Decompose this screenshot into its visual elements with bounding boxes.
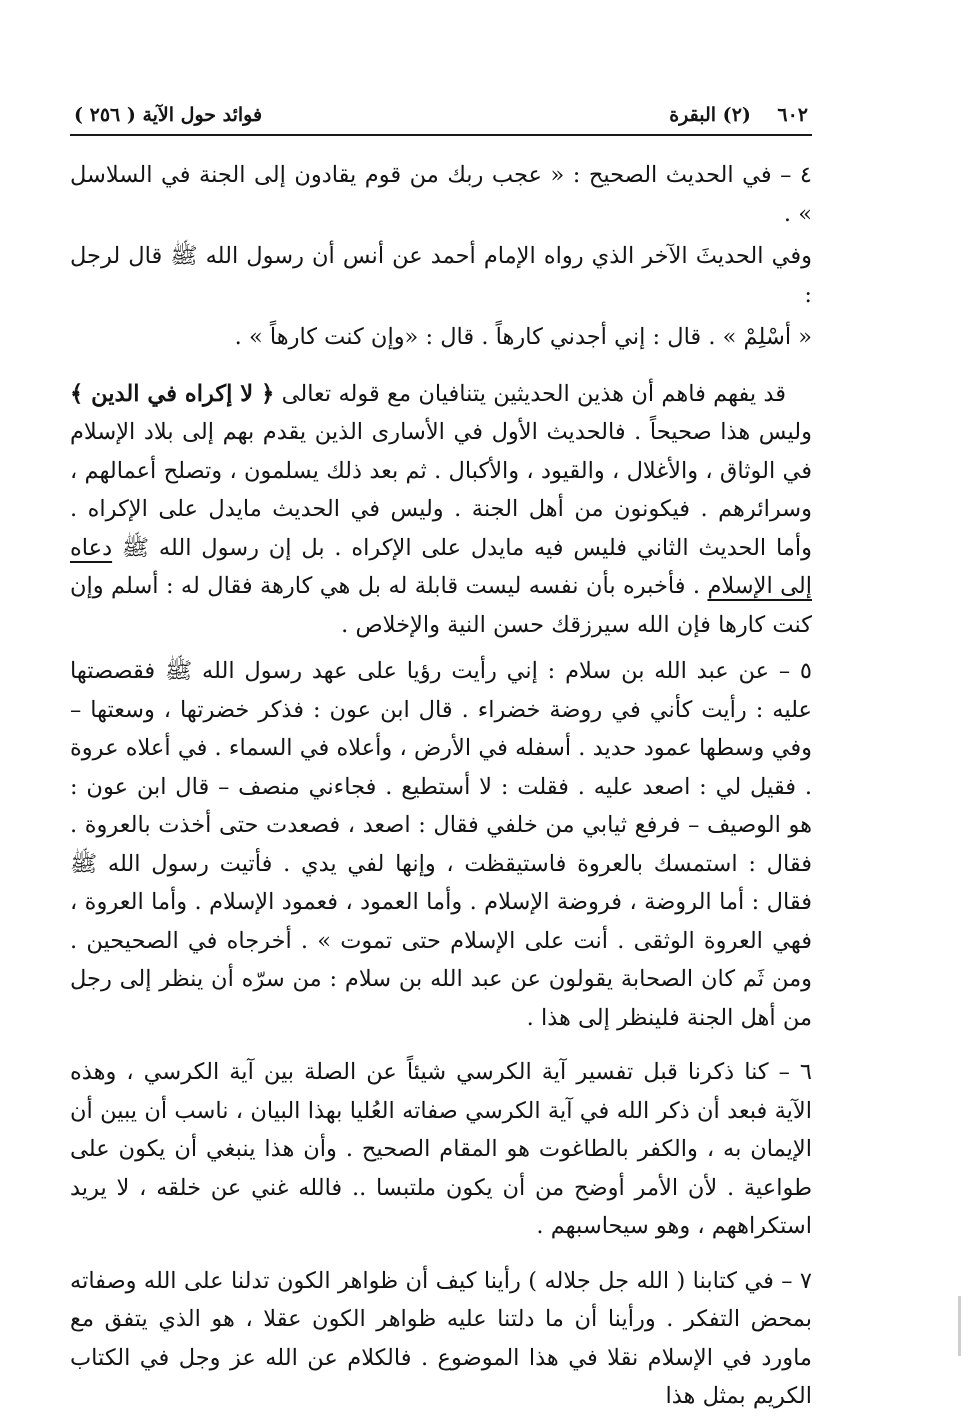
commentary-underlined: دعاه إلى الإسلام	[70, 534, 813, 599]
book-page	[70, 104, 812, 1416]
paragraph-6: ٦ – كنا ذكرنا قبل تفسير آية الكرسي شيئاً عن الصلة بين آية الكرسي ، وهذه الآية فبعد أن ذكر الله في آية الكرسي صفاته العُليا بهذا البيان ، ناسب أن يبين أن الإيمان به ، والكفر بالطاغوت هو المقام الصحيح . وأن هذا ينبغي أن يكون على طواعية . لأن الأمر أوضح من أن يكون ملتبسا .. فالله غني عن خلقه ، لا يريد استكراههم ، وهو سيحاسبهم .	[70, 1059, 812, 1239]
paragraph-commentary	[70, 375, 812, 645]
scan-edge-mark	[958, 1296, 961, 1356]
paragraph-4-line-1: ٤ – في الحديث الصحيح : « عجب ربك من قوم يقادون إلى الجنة في السلاسل » .	[70, 162, 812, 227]
header-right	[669, 104, 808, 126]
paragraph-4-line-2: وفي الحديثَ الآخر الذي رواه الإمام أحمد عن أنس أن رسول الله ﷺ قال لرجل :	[70, 243, 812, 308]
commentary-part-c: . فأخبره بأن نفسه ليست قابلة له بل هي كارهة فقال له : أسلم وإن كنت كارها فإن الله سيرزقك حسن النية والإخلاص .	[70, 573, 812, 638]
running-header	[70, 104, 812, 134]
commentary-part-b: وليس هذا صحيحاً . فالحديث الأول في الأسارى الذين يقدم بهم إلى بلاد الإسلام في الوثاق ، والأغلال ، والقيود ، والأكبال . ثم بعد ذلك يسلمون ، وتصلح أعمالهم ، وسرائرهم . فيكونون من أهل الجنة . وليس في الحديث مايدل على الإكراه . وأما الحديث الثاني فليس فيه مايدل على الإكراه . بل إن رسول الله ﷺ	[70, 419, 812, 561]
paragraph-7: ٧ – في كتابنا ( الله جل جلاله ) رأينا كيف أن ظواهر الكون تدلنا على الله وصفاته بمحض التفكر . ورأينا أن ما دلتنا عليه ظواهر الكون عقلا ، هو الذي يتفق مع ماورد في الإسلام نقلا في هذا الموضوع . فالكلام عن الله عز وجل في الكتاب الكريم بمثل هذا	[70, 1267, 812, 1409]
quran-ayah: ﴿ لا إكراه في الدين ﴾	[70, 380, 275, 407]
commentary-part-a: قد يفهم فاهم أن هذين الحديثين يتنافيان مع قوله تعالى	[281, 380, 786, 407]
surah-name: (٢) البقرة	[669, 104, 751, 126]
paragraph-5: ٥ – عن عبد الله بن سلام : إني رأيت رؤيا على عهد رسول الله ﷺ فقصصتها عليه : رأيت كأني في روضة خضراء . قال ابن عون : فذكر خضرتها ، وسعتها – وفي وسطها عمود حديد . أسفله في الأرض ، وأعلاه في السماء . في أعلاه عروة . فقيل لي : اصعد عليه . فقلت : لا أستطيع . فجاءني منصف – قال ابن عون : هو الوصيف – فرفع ثيابي من خلفي فقال : اصعد ، فصعدت حتى أخذت بالعروة . فقال : استمسك بالعروة فاستيقظت ، وإنها لفي يدي . فأتيت رسول الله ﷺ فقال : أما الروضة ، فروضة الإسلام . وأما العمود ، فعمود الإسلام . وأما العروة ، فهي العروة الوثقى . أنت على الإسلام حتى تموت » . أخرجاه في الصحيحين . ومن ثَم كان الصحابة يقولون عن عبد الله بن سلام : من سرّه أن ينظر إلى رجل من أهل الجنة فلينظر إلى هذا .	[70, 658, 812, 1031]
header-rule	[70, 134, 812, 136]
page-number: ٦٠٢	[777, 104, 808, 126]
paragraph-4-line-3: « أسْلِمْ » . قال : إني أجدني كارهاً . قال : «وإن كنت كارهاً » .	[234, 324, 812, 350]
section-title: فوائد حول الآية ( ٢٥٦ )	[74, 104, 263, 126]
